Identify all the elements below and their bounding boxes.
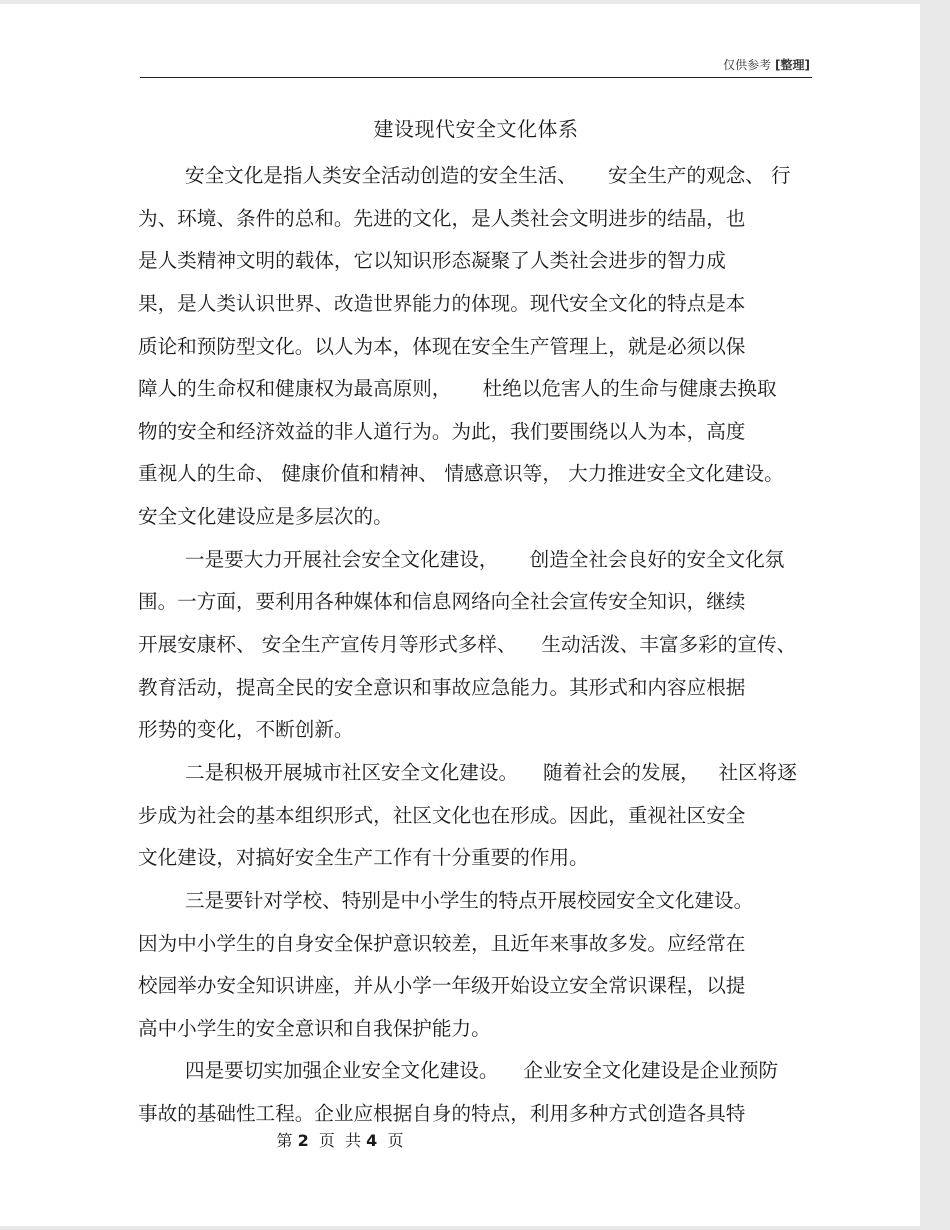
paragraph-first-line: 三是要针对学校、特别是中小学生的特点开展校园安全文化建设。 (185, 888, 754, 912)
body-text-line: 高中小学生的安全意识和自我保护能力。 (138, 1016, 491, 1040)
paragraph-first-line: 一是要大力开展社会安全文化建设， 创造全社会良好的安全文化氛 (185, 547, 785, 571)
header-note-bracket: [整理] (775, 58, 810, 72)
footer-prefix: 第 (276, 1131, 298, 1150)
body-text-line: 文化建设，对搞好安全生产工作有十分重要的作用。 (138, 846, 589, 870)
body-text-line: 是人类精神文明的载体，它以知识形态凝聚了人类社会进步的智力成 (138, 249, 726, 273)
document-title: 建设现代安全文化体系 (373, 117, 579, 141)
paragraph-first-line: 四是要切实加强企业安全文化建设。 企业安全文化建设是企业预防 (185, 1059, 779, 1083)
body-text-line: 形势的变化，不断创新。 (138, 718, 354, 742)
body-text-line: 步成为社会的基本组织形式，社区文化也在形成。因此，重视社区安全 (138, 803, 746, 827)
body-text-line: 安全文化建设应是多层次的。 (138, 505, 393, 529)
header-divider (140, 77, 812, 78)
body-text-line: 教育活动，提高全民的安全意识和事故应急能力。其形式和内容应根据 (138, 675, 746, 699)
footer-total-pages: 4 (366, 1131, 378, 1150)
body-text-line: 障人的生命权和健康权为最高原则， 杜绝以危害人的生命与健康去换取 (138, 377, 777, 401)
footer-page-number: 2 (297, 1131, 309, 1150)
footer-suffix: 页 (377, 1131, 404, 1150)
body-text-line: 质论和预防型文化。以人为本，体现在安全生产管理上，就是必须以保 (138, 334, 746, 358)
paragraph-first-line: 二是积极开展城市社区安全文化建设。 随着社会的发展， 社区将逐 (185, 760, 797, 784)
body-text-line: 物的安全和经济效益的非人道行为。为此，我们要围绕以人为本，高度 (138, 419, 746, 443)
body-text-line: 果，是人类认识世界、改造世界能力的体现。现代安全文化的特点是本 (138, 291, 746, 315)
body-text-line: 为、环境、条件的总和。先进的文化，是人类社会文明进步的结晶，也 (138, 206, 746, 230)
body-text-line: 重视人的生命、 健康价值和精神、 情感意识等， 大力推进安全文化建设。 (138, 462, 784, 486)
body-text-line: 因为中小学生的自身安全保护意识较差，且近年来事故多发。应经常在 (138, 931, 746, 955)
document-page (0, 4, 920, 1226)
body-text-line: 事故的基础性工程。企业应根据自身的特点，利用多种方式创造各具特 (138, 1102, 746, 1126)
body-text-line: 开展安康杯、 安全生产宣传月等形式多样、 生动活泼、丰富多彩的宣传、 (138, 633, 797, 657)
body-text-line: 围。一方面，要利用各种媒体和信息网络向全社会宣传安全知识，继续 (138, 590, 746, 614)
header-note (723, 56, 810, 73)
footer-middle: 页 共 (308, 1131, 367, 1150)
header-note-text: 仅供参考 (723, 58, 772, 72)
page-footer (0, 1128, 680, 1151)
body-text-line: 校园举办安全知识讲座，并从小学一年级开始设立安全常识课程，以提 (138, 974, 746, 998)
document-body (138, 155, 818, 1136)
paragraph-first-line: 安全文化是指人类安全活动创造的安全生活、 安全生产的观念、 行 (185, 164, 791, 187)
